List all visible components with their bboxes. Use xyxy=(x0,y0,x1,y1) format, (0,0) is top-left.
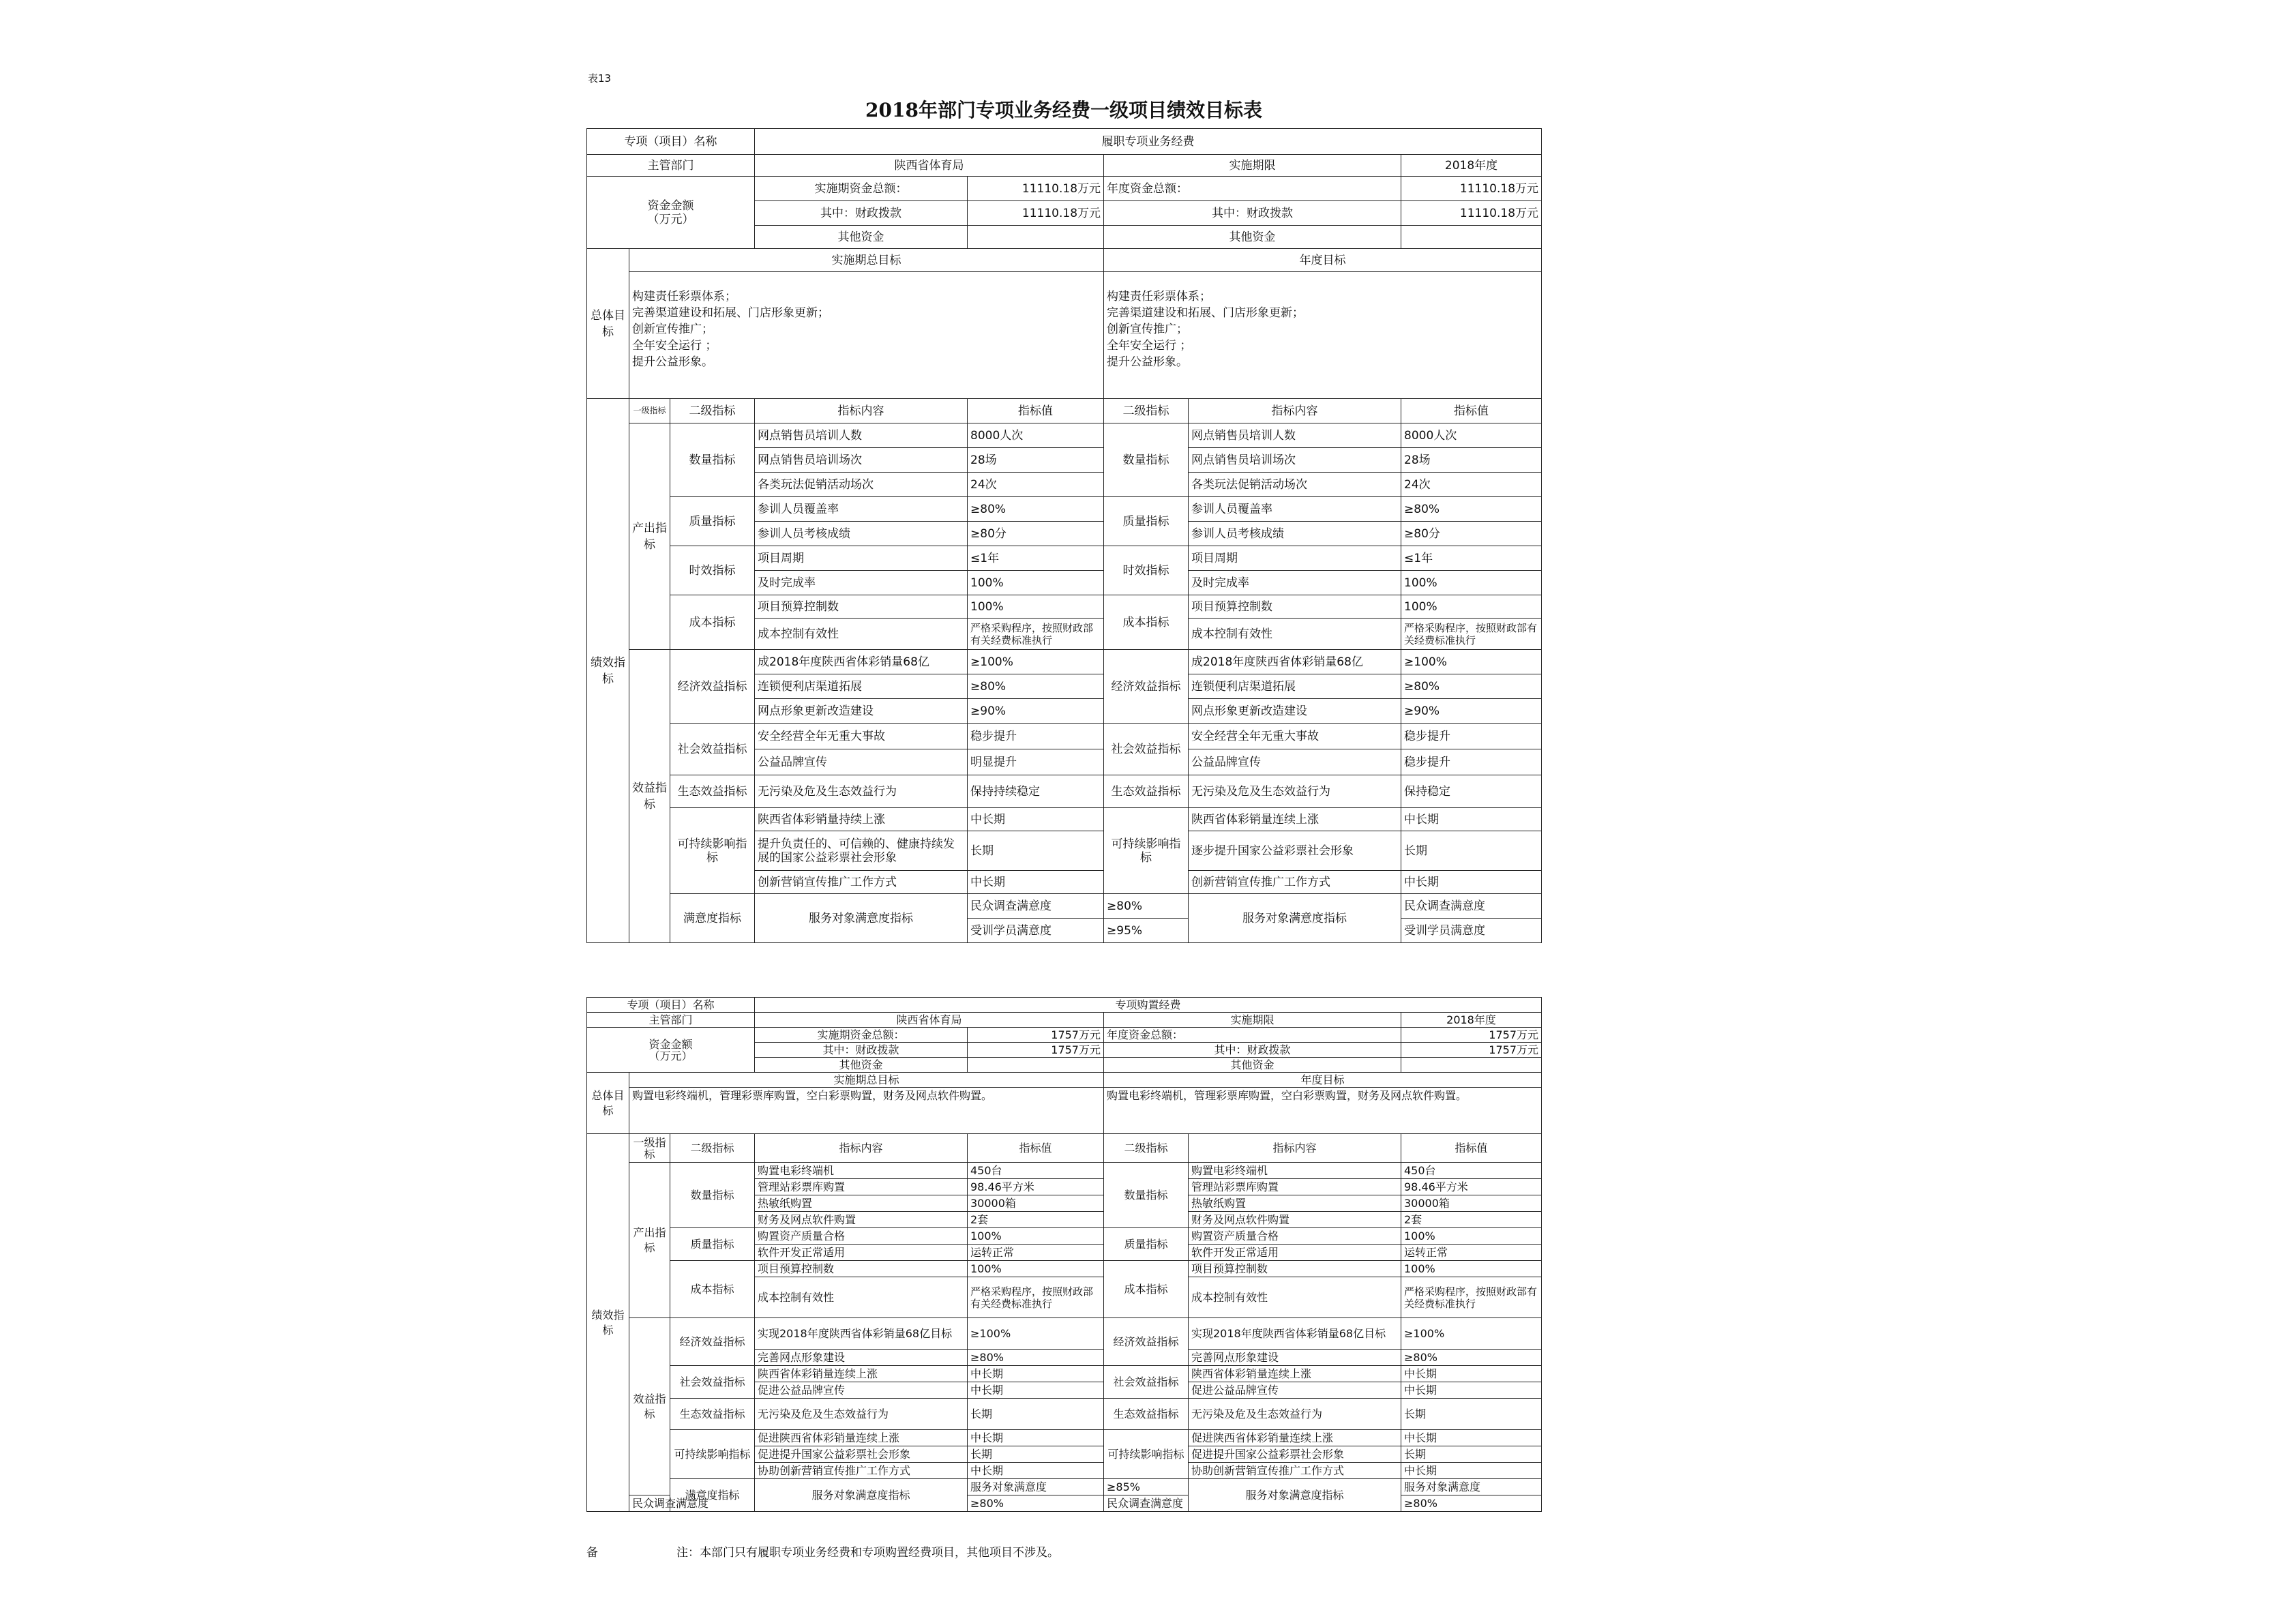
footnote xyxy=(586,1543,1059,1560)
table-cell: 受训学员满意度 xyxy=(1401,919,1542,943)
satisfaction-indicator-label: 满意度指标 xyxy=(670,894,755,943)
table-cell: 8000人次 xyxy=(1401,423,1542,448)
service-label-year: 服务对象满意度指标 xyxy=(1189,894,1401,943)
table-cell: 无污染及危及生态效益行为 xyxy=(755,1399,968,1430)
period-label: 实施期限 xyxy=(1104,1013,1401,1028)
table-cell: 中长期 xyxy=(968,871,1104,894)
table-cell: ≤1年 xyxy=(968,546,1104,571)
quantity-label-year: 数量指标 xyxy=(1104,1163,1189,1228)
table-cell: 长期 xyxy=(1401,831,1542,871)
table-cell: 项目预算控制数 xyxy=(755,1261,968,1277)
impl-other-label: 其他资金 xyxy=(755,226,968,249)
table-cell: ≥80% xyxy=(968,1495,1104,1512)
project-name-value: 履职专项业务经费 xyxy=(755,129,1542,155)
table-cell: 财务及网点软件购置 xyxy=(755,1212,968,1228)
impl-goal-header: 实施期总目标 xyxy=(629,1073,1104,1088)
table-cell: 24次 xyxy=(1401,473,1542,497)
social-label: 社会效益指标 xyxy=(670,1366,755,1399)
table-cell: 陕西省体彩销量持续上涨 xyxy=(755,808,968,831)
value-header: 指标值 xyxy=(968,399,1104,423)
table-cell: 100% xyxy=(1401,1228,1542,1245)
table-cell: 运转正常 xyxy=(1401,1245,1542,1261)
table-cell: ≥100% xyxy=(968,650,1104,674)
social-label: 社会效益指标 xyxy=(670,724,755,775)
year-fin-label: 其中：财政拨款 xyxy=(1104,201,1401,226)
table-cell: 30000箱 xyxy=(1401,1195,1542,1212)
value-header: 指标值 xyxy=(968,1134,1104,1163)
period-label: 实施期限 xyxy=(1104,155,1401,177)
table-cell: 促进公益品牌宣传 xyxy=(1189,1382,1401,1399)
funds-label: 资金金额 （万元） xyxy=(587,177,755,249)
table-cell: 无污染及危及生态效益行为 xyxy=(1189,1399,1401,1430)
table-cell: ≥80% xyxy=(1401,674,1542,699)
table-cell: 财务及网点软件购置 xyxy=(1189,1212,1401,1228)
table-cell: ≥80% xyxy=(968,674,1104,699)
table-cell: 28场 xyxy=(968,448,1104,473)
economic-label: 经济效益指标 xyxy=(670,1318,755,1366)
level2-header: 二级指标 xyxy=(670,399,755,423)
content-header-year: 指标内容 xyxy=(1189,399,1401,423)
table-cell: 项目预算控制数 xyxy=(1189,1261,1401,1277)
table-cell: ≥80分 xyxy=(1401,522,1542,546)
impl-fin-label: 其中：财政拨款 xyxy=(755,1043,968,1058)
table-cell: 提升负责任的、可信赖的、健康持续发展的国家公益彩票社会形象 xyxy=(755,831,968,871)
impl-goal-text: 购置电彩终端机，管理彩票库购置，空白彩票购置，财务及网点软件购置。 xyxy=(629,1088,1104,1134)
table-cell: 促进提升国家公益彩票社会形象 xyxy=(755,1446,968,1463)
table-cell: 中长期 xyxy=(968,1366,1104,1382)
table-cell: 促进公益品牌宣传 xyxy=(755,1382,968,1399)
table-cell: 成2018年度陕西省体彩销量68亿 xyxy=(1189,650,1401,674)
table-cell: 中长期 xyxy=(1401,1366,1542,1382)
table-cell: 中长期 xyxy=(968,1382,1104,1399)
table-cell: 长期 xyxy=(1401,1446,1542,1463)
benefit-indicator-label: 效益指标 xyxy=(629,650,670,943)
table-cell: 98.46平方米 xyxy=(968,1179,1104,1195)
year-other-label: 其他资金 xyxy=(1104,1058,1401,1073)
quality-label: 质量指标 xyxy=(670,1228,755,1261)
table-cell: 受训学员满意度 xyxy=(968,919,1104,943)
table-cell: 协助创新营销宣传推广工作方式 xyxy=(755,1463,968,1479)
table-cell: 稳步提升 xyxy=(1401,724,1542,749)
table-cell: 长期 xyxy=(968,831,1104,871)
funds-label: 资金金额 （万元） xyxy=(587,1028,755,1073)
economic-label-year: 经济效益指标 xyxy=(1104,650,1189,724)
table-cell: 购置资产质量合格 xyxy=(755,1228,968,1245)
service-label: 服务对象满意度指标 xyxy=(755,894,968,943)
table-cell: 项目周期 xyxy=(1189,546,1401,571)
year-goal-header: 年度目标 xyxy=(1104,249,1542,272)
eco-label-year: 生态效益指标 xyxy=(1104,775,1189,808)
table-cell: 明显提升 xyxy=(968,749,1104,775)
impl-fin-value: 11110.18万元 xyxy=(968,201,1104,226)
table-cell: ≥90% xyxy=(1401,699,1542,724)
table-cell: 无污染及危及生态效益行为 xyxy=(755,775,968,808)
dept-label: 主管部门 xyxy=(587,155,755,177)
table-cell: 严格采购程序，按照财政部有关经费标准执行 xyxy=(1401,1277,1542,1318)
impl-total-value: 1757万元 xyxy=(968,1028,1104,1043)
overall-goal-label: 总体目标 xyxy=(587,1073,629,1134)
table-cell: ≥100% xyxy=(1401,1318,1542,1350)
table-cell: 2套 xyxy=(1401,1212,1542,1228)
table-cell: 无污染及危及生态效益行为 xyxy=(1189,775,1401,808)
table-number-label: 表13 xyxy=(588,72,612,85)
content-header-year: 指标内容 xyxy=(1189,1134,1401,1163)
value-header-year: 指标值 xyxy=(1401,1134,1542,1163)
quality-label-year: 质量指标 xyxy=(1104,1228,1189,1261)
impl-fin-value: 1757万元 xyxy=(968,1043,1104,1058)
table-cell: 中长期 xyxy=(1401,1463,1542,1479)
table-cell: 逐步提升国家公益彩票社会形象 xyxy=(1189,831,1401,871)
year-fin-label: 其中：财政拨款 xyxy=(1104,1043,1401,1058)
social-label-year: 社会效益指标 xyxy=(1104,1366,1189,1399)
footnote-text: 注：本部门只有履职专项业务经费和专项购置经费项目，其他项目不涉及。 xyxy=(676,1546,1059,1560)
table-cell: 长期 xyxy=(1401,1399,1542,1430)
table-cell: ≥100% xyxy=(1401,650,1542,674)
timeliness-label: 时效指标 xyxy=(670,546,755,595)
sustain-label-year: 可持续影响指标 xyxy=(1104,808,1189,894)
table-cell: 完善网点形象建设 xyxy=(755,1350,968,1366)
table-cell: ≥80% xyxy=(968,497,1104,522)
economic-label-year: 经济效益指标 xyxy=(1104,1318,1189,1366)
table-cell: 中长期 xyxy=(968,1463,1104,1479)
table-cell: 100% xyxy=(968,595,1104,619)
table-cell: 陕西省体彩销量连续上涨 xyxy=(755,1366,968,1382)
table-cell: 中长期 xyxy=(1401,871,1542,894)
table-cell: 稳步提升 xyxy=(968,724,1104,749)
table-cell: 严格采购程序，按照财政部有关经费标准执行 xyxy=(968,619,1104,650)
quantity-label: 数量指标 xyxy=(670,423,755,497)
year-other-label: 其他资金 xyxy=(1104,226,1401,249)
table-cell: 长期 xyxy=(968,1446,1104,1463)
table-cell: 项目周期 xyxy=(755,546,968,571)
year-fin-value: 1757万元 xyxy=(1401,1043,1542,1058)
footnote-prefix: 备 xyxy=(586,1546,598,1560)
table-cell: 热敏纸购置 xyxy=(755,1195,968,1212)
overall-goal-label: 总体目标 xyxy=(587,249,629,399)
table-cell: 中长期 xyxy=(1401,1382,1542,1399)
table-cell: ≥80分 xyxy=(968,522,1104,546)
value-header-year: 指标值 xyxy=(1401,399,1542,423)
eco-label: 生态效益指标 xyxy=(670,1399,755,1430)
year-total-value: 1757万元 xyxy=(1401,1028,1542,1043)
table-cell: 创新营销宣传推广工作方式 xyxy=(1189,871,1401,894)
impl-fin-label: 其中：财政拨款 xyxy=(755,201,968,226)
table-cell: 促进陕西省体彩销量连续上涨 xyxy=(755,1430,968,1446)
performance-table-1 xyxy=(586,128,1542,943)
dept-value: 陕西省体育局 xyxy=(755,1013,1104,1028)
table-cell: 严格采购程序，按照财政部有关经费标准执行 xyxy=(968,1277,1104,1318)
table-cell: 及时完成率 xyxy=(1189,571,1401,595)
table-cell: ≥80% xyxy=(1401,1495,1542,1512)
year-total-value: 11110.18万元 xyxy=(1401,177,1542,201)
table-cell: 100% xyxy=(968,1228,1104,1245)
table-cell: 项目预算控制数 xyxy=(755,595,968,619)
level2-header: 二级指标 xyxy=(670,1134,755,1163)
table-cell: 网点销售员培训场次 xyxy=(1189,448,1401,473)
table-cell: 民众调查满意度 xyxy=(1401,894,1542,919)
table-cell: 各类玩法促销活动场次 xyxy=(755,473,968,497)
sustain-label: 可持续影响指标 xyxy=(670,1430,755,1479)
table-cell: 成本控制有效性 xyxy=(1189,1277,1401,1318)
level2-header-year: 二级指标 xyxy=(1104,1134,1189,1163)
year-goal-text: 购置电彩终端机，管理彩票库购置，空白彩票购置，财务及网点软件购置。 xyxy=(1104,1088,1542,1134)
impl-goal-text: 构建责任彩票体系； 完善渠道建设和拓展、门店形象更新； 创新宣传推广； 全年安全运行 ； 提升公益形象。 xyxy=(629,272,1104,399)
impl-total-label: 实施期资金总额： xyxy=(755,177,968,201)
output-indicator-label: 产出指标 xyxy=(629,423,670,650)
table-cell: 项目预算控制数 xyxy=(1189,595,1401,619)
table-cell: 中长期 xyxy=(968,808,1104,831)
dept-label: 主管部门 xyxy=(587,1013,755,1028)
table-cell: ≥95% xyxy=(1104,919,1189,943)
cost-label: 成本指标 xyxy=(670,1261,755,1318)
table-cell: 24次 xyxy=(968,473,1104,497)
content-header: 指标内容 xyxy=(755,399,968,423)
sustain-label: 可持续影响指标 xyxy=(670,808,755,894)
content-header: 指标内容 xyxy=(755,1134,968,1163)
table-cell: ≥90% xyxy=(968,699,1104,724)
period-value: 2018年度 xyxy=(1401,155,1542,177)
table-cell: 98.46平方米 xyxy=(1401,1179,1542,1195)
table-cell: 网点销售员培训场次 xyxy=(755,448,968,473)
table-cell: 民众调查满意度 xyxy=(968,894,1104,919)
table-cell: 实现2018年度陕西省体彩销量68亿目标 xyxy=(1189,1318,1401,1350)
table-cell: 稳步提升 xyxy=(1401,749,1542,775)
table-cell: 购置电彩终端机 xyxy=(1189,1163,1401,1179)
table-cell: ≥80% xyxy=(1104,894,1189,919)
performance-table-2 xyxy=(586,997,1542,1512)
table-cell: 促进提升国家公益彩票社会形象 xyxy=(1189,1446,1401,1463)
service-label: 服务对象满意度指标 xyxy=(755,1479,968,1512)
table-cell: 运转正常 xyxy=(968,1245,1104,1261)
project-name-label: 专项（项目）名称 xyxy=(587,129,755,155)
table-cell: 2套 xyxy=(968,1212,1104,1228)
table-cell: ≥80% xyxy=(1401,1350,1542,1366)
table-cell: 服务对象满意度 xyxy=(1401,1479,1542,1495)
table-cell: 参训人员覆盖率 xyxy=(1189,497,1401,522)
table-cell: 30000箱 xyxy=(968,1195,1104,1212)
table-cell: 参训人员覆盖率 xyxy=(755,497,968,522)
page-title: 2018年部门专项业务经费一级项目绩效目标表 xyxy=(865,99,1262,121)
quality-label-year: 质量指标 xyxy=(1104,497,1189,546)
table-cell: 协助创新营销宣传推广工作方式 xyxy=(1189,1463,1401,1479)
year-total-label: 年度资金总额： xyxy=(1104,1028,1401,1043)
quantity-label: 数量指标 xyxy=(670,1163,755,1228)
table-cell: 安全经营全年无重大事故 xyxy=(1189,724,1401,749)
table-cell: 网点形象更新改造建设 xyxy=(1189,699,1401,724)
table-cell: 100% xyxy=(1401,571,1542,595)
social-label-year: 社会效益指标 xyxy=(1104,724,1189,775)
timeliness-label-year: 时效指标 xyxy=(1104,546,1189,595)
table-cell: 中长期 xyxy=(1401,1430,1542,1446)
cost-label-year: 成本指标 xyxy=(1104,1261,1189,1318)
table-cell: 450台 xyxy=(968,1163,1104,1179)
sustain-label-year: 可持续影响指标 xyxy=(1104,1430,1189,1479)
table-cell: 促进陕西省体彩销量连续上涨 xyxy=(1189,1430,1401,1446)
table-cell: 完善网点形象建设 xyxy=(1189,1350,1401,1366)
table-cell: 安全经营全年无重大事故 xyxy=(755,724,968,749)
table-cell: 参训人员考核成绩 xyxy=(755,522,968,546)
perf-indicator-label: 绩效指标 xyxy=(587,399,629,943)
table-cell: 中长期 xyxy=(1401,808,1542,831)
table-cell: 100% xyxy=(968,571,1104,595)
perf-indicator-label: 绩效指标 xyxy=(587,1134,629,1512)
benefit-indicator-label: 效益指标 xyxy=(629,1318,670,1495)
table-cell: 购置资产质量合格 xyxy=(1189,1228,1401,1245)
table-cell: 创新营销宣传推广工作方式 xyxy=(755,871,968,894)
table-cell: 及时完成率 xyxy=(755,571,968,595)
table-cell: 陕西省体彩销量连续上涨 xyxy=(1189,808,1401,831)
table-cell: 民众调查满意度 xyxy=(629,1495,670,1512)
year-goal-text: 构建责任彩票体系； 完善渠道建设和拓展、门店形象更新； 创新宣传推广； 全年安全运行 ； 提升公益形象。 xyxy=(1104,272,1542,399)
table-cell: 100% xyxy=(968,1261,1104,1277)
table-cell: 保持持续稳定 xyxy=(968,775,1104,808)
project-name-value: 专项购置经费 xyxy=(755,998,1542,1013)
quantity-label-year: 数量指标 xyxy=(1104,423,1189,497)
table-cell: 管理站彩票库购置 xyxy=(755,1179,968,1195)
cost-label: 成本指标 xyxy=(670,595,755,650)
table-cell: 民众调查满意度 xyxy=(1104,1495,1189,1512)
table-cell: 服务对象满意度 xyxy=(968,1479,1104,1495)
table-cell: 100% xyxy=(1401,595,1542,619)
table-cell: ≥80% xyxy=(968,1350,1104,1366)
table-cell: 陕西省体彩销量连续上涨 xyxy=(1189,1366,1401,1382)
table-cell: 参训人员考核成绩 xyxy=(1189,522,1401,546)
table-cell: 软件开发正常适用 xyxy=(1189,1245,1401,1261)
dept-value: 陕西省体育局 xyxy=(755,155,1104,177)
level2-header-year: 二级指标 xyxy=(1104,399,1189,423)
table-cell: 各类玩法促销活动场次 xyxy=(1189,473,1401,497)
economic-label: 经济效益指标 xyxy=(670,650,755,724)
year-total-label: 年度资金总额： xyxy=(1104,177,1401,201)
table-cell: 公益品牌宣传 xyxy=(755,749,968,775)
cost-label-year: 成本指标 xyxy=(1104,595,1189,650)
level1-header: 一级指标 xyxy=(629,1134,670,1163)
table-cell: ≤1年 xyxy=(1401,546,1542,571)
impl-total-value: 11110.18万元 xyxy=(968,177,1104,201)
table-cell: 成2018年度陕西省体彩销量68亿 xyxy=(755,650,968,674)
table-cell: 实现2018年度陕西省体彩销量68亿目标 xyxy=(755,1318,968,1350)
project-name-label: 专项（项目）名称 xyxy=(587,998,755,1013)
table-cell: 连锁便利店渠道拓展 xyxy=(1189,674,1401,699)
table-cell: ≥85% xyxy=(1104,1479,1189,1495)
table-cell: 8000人次 xyxy=(968,423,1104,448)
table-cell: ≥80% xyxy=(1401,497,1542,522)
year-fin-value: 11110.18万元 xyxy=(1401,201,1542,226)
table-cell: 软件开发正常适用 xyxy=(755,1245,968,1261)
table-cell: 公益品牌宣传 xyxy=(1189,749,1401,775)
table-cell: ≥100% xyxy=(968,1318,1104,1350)
table-cell: 28场 xyxy=(1401,448,1542,473)
table-cell: 严格采购程序，按照财政部有关经费标准执行 xyxy=(1401,619,1542,650)
table-cell: 中长期 xyxy=(968,1430,1104,1446)
table-cell: 长期 xyxy=(968,1399,1104,1430)
table-cell: 管理站彩票库购置 xyxy=(1189,1179,1401,1195)
eco-label: 生态效益指标 xyxy=(670,775,755,808)
table-cell: 热敏纸购置 xyxy=(1189,1195,1401,1212)
table-cell: 成本控制有效性 xyxy=(755,619,968,650)
period-value: 2018年度 xyxy=(1401,1013,1542,1028)
table-cell: 450台 xyxy=(1401,1163,1542,1179)
year-goal-header: 年度目标 xyxy=(1104,1073,1542,1088)
service-label-year: 服务对象满意度指标 xyxy=(1189,1479,1401,1512)
table-cell: 成本控制有效性 xyxy=(1189,619,1401,650)
satisfaction-indicator-label: 满意度指标 xyxy=(670,1479,755,1512)
table-cell: 成本控制有效性 xyxy=(755,1277,968,1318)
quality-label: 质量指标 xyxy=(670,497,755,546)
output-indicator-label: 产出指标 xyxy=(629,1163,670,1318)
impl-other-label: 其他资金 xyxy=(755,1058,968,1073)
table-cell: 网点销售员培训人数 xyxy=(1189,423,1401,448)
eco-label-year: 生态效益指标 xyxy=(1104,1399,1189,1430)
table-cell: 网点形象更新改造建设 xyxy=(755,699,968,724)
table-cell: 100% xyxy=(1401,1261,1542,1277)
level1-header: 一级指标 xyxy=(629,399,670,423)
impl-goal-header: 实施期总目标 xyxy=(629,249,1104,272)
table-cell: 网点销售员培训人数 xyxy=(755,423,968,448)
table-cell: 购置电彩终端机 xyxy=(755,1163,968,1179)
table-cell: 连锁便利店渠道拓展 xyxy=(755,674,968,699)
table-cell: 保持稳定 xyxy=(1401,775,1542,808)
impl-total-label: 实施期资金总额： xyxy=(755,1028,968,1043)
